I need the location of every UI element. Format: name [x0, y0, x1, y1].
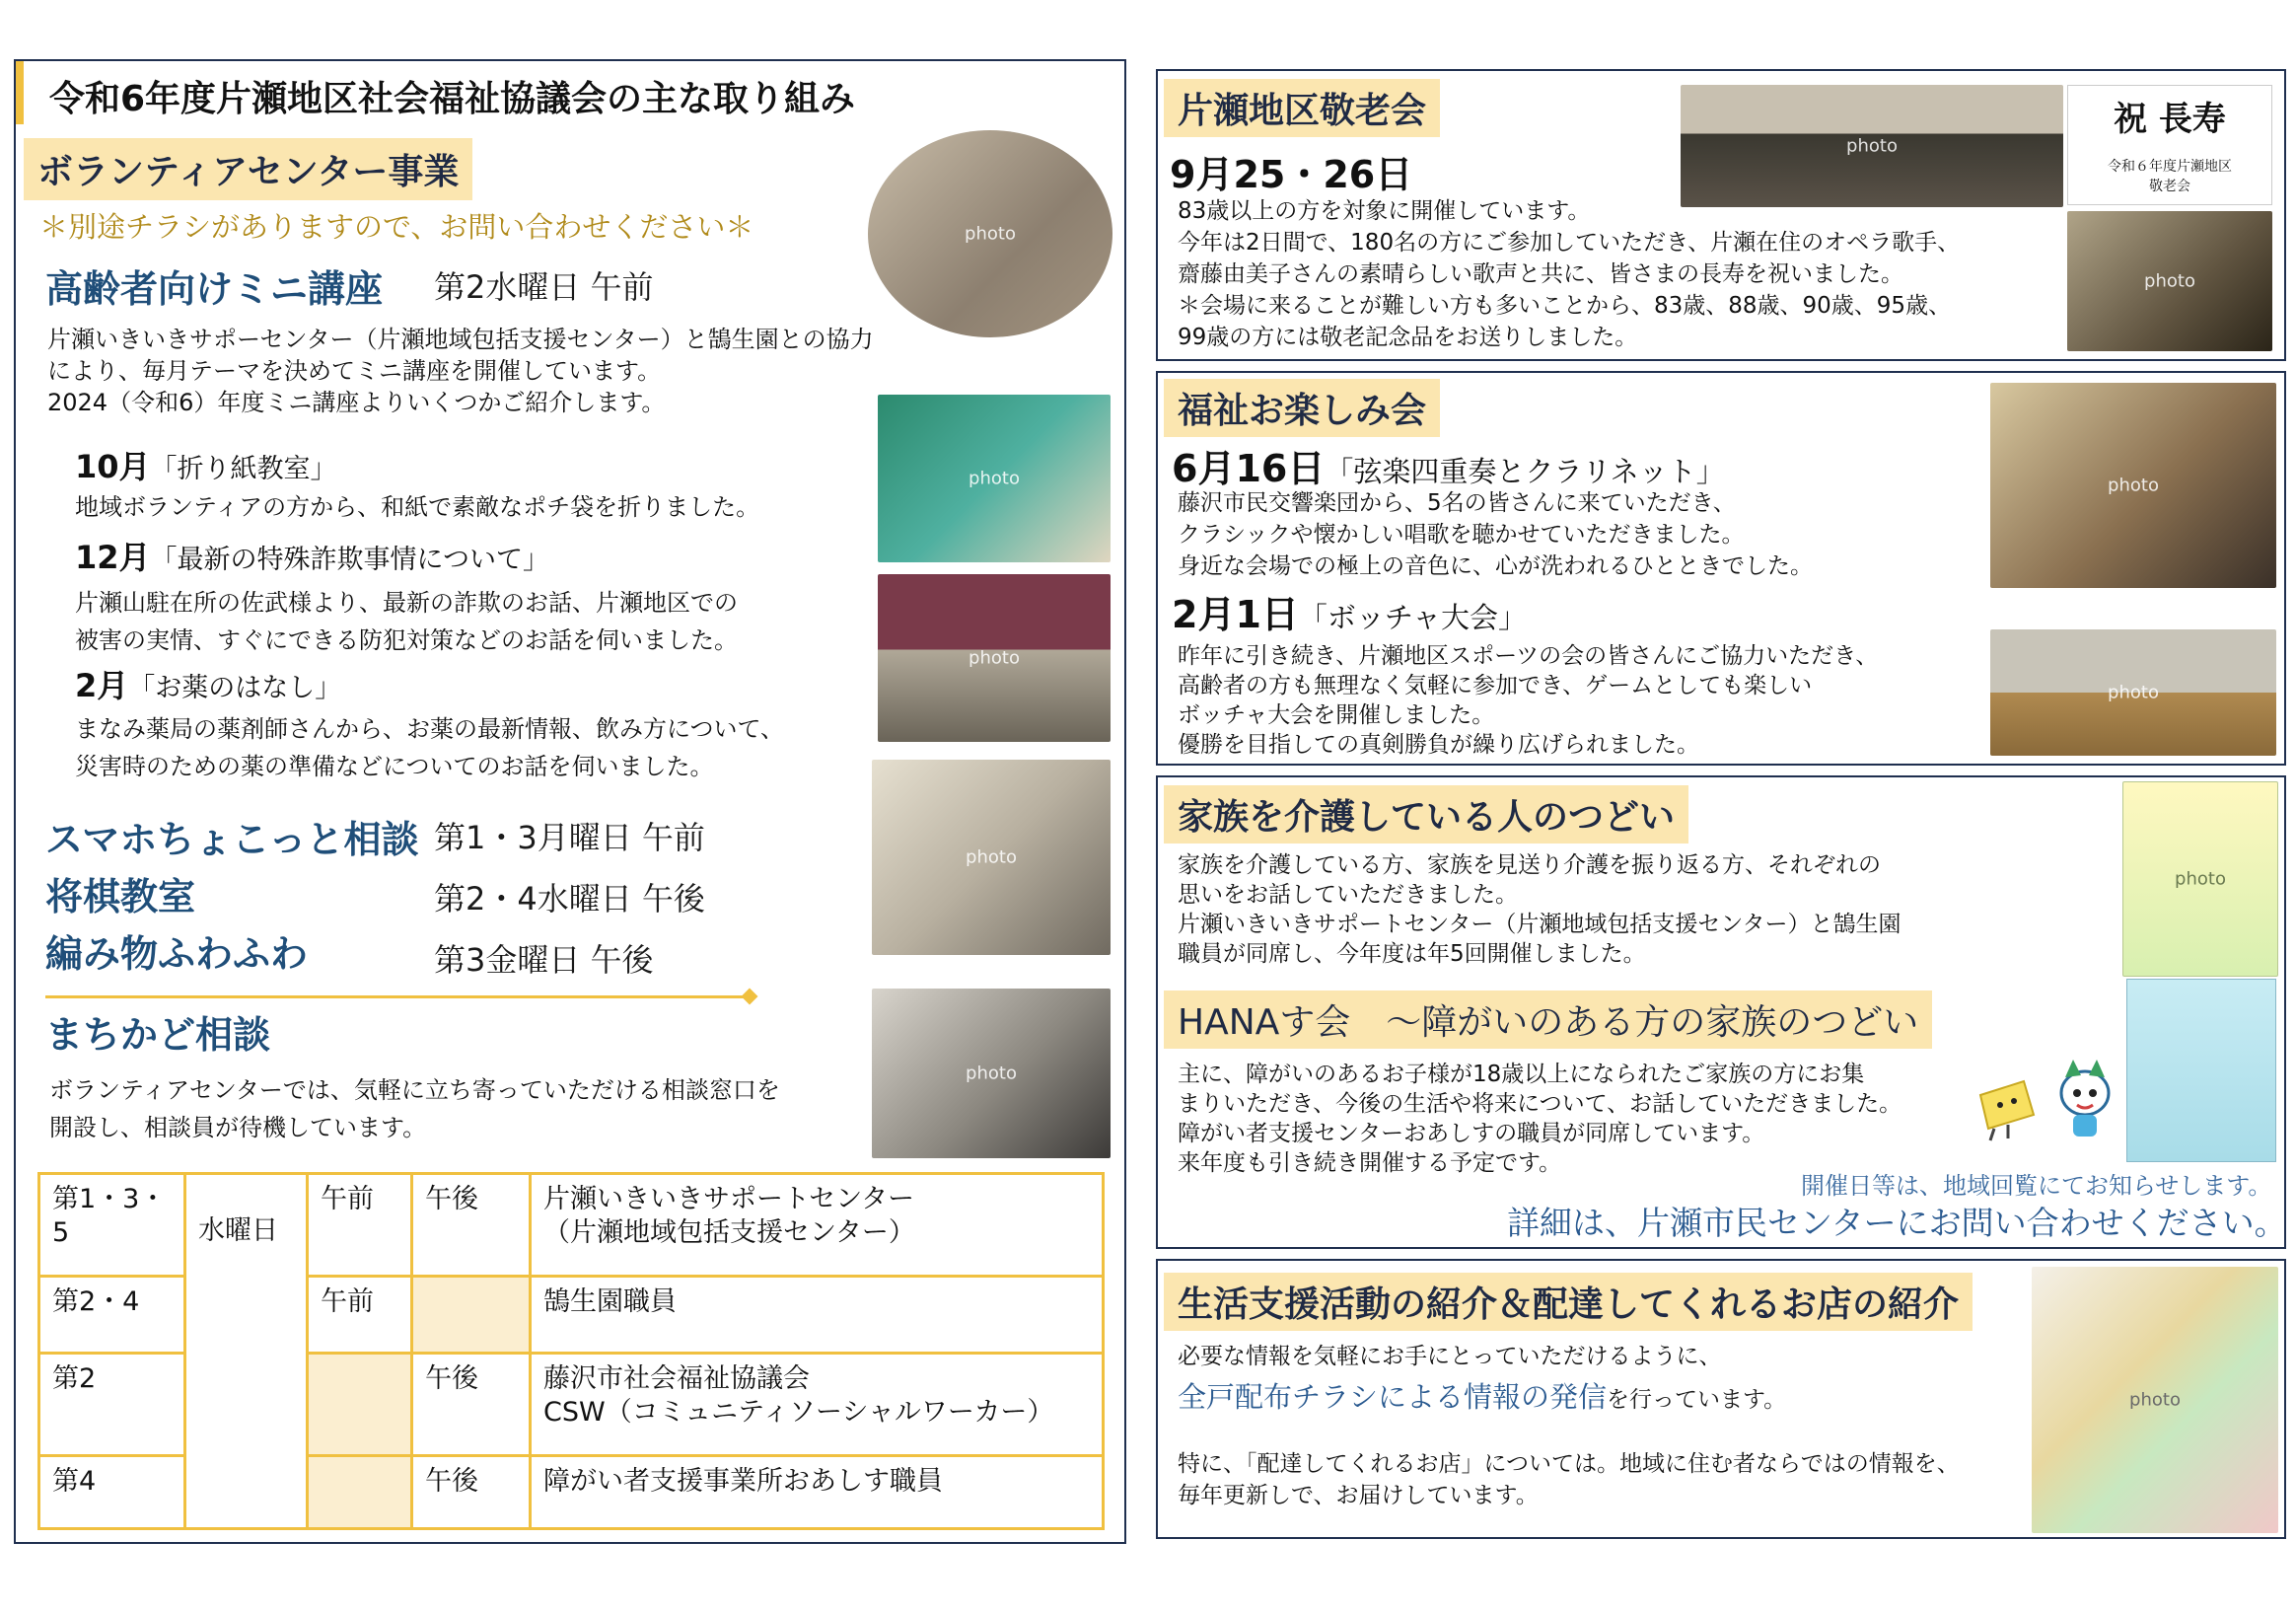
topic-title: 「折り紙教室」	[150, 454, 337, 484]
keirokai-singer-photo: photo	[2067, 211, 2272, 351]
pm-cell: 午後	[412, 1174, 531, 1277]
fukushi-event1-text: 藤沢市民交響楽団から、5名の皆さんに来ていただき、 クラシックや懐かしい唱歌を聴かせていただきました。 身近な会場での極上の音色に、心が洗われるひとときでした。	[1178, 490, 1813, 579]
am-cell: 午前	[308, 1174, 412, 1277]
topic-month: 10月	[75, 448, 151, 485]
keirokai-text: 83歳以上の方を対象に開催しています。 今年は2日間で、180名の方にご参加していただき、片瀬在住のオペラ歌手、 齋藤由美子さんの素晴らしい歌声と共に、皆さまの長寿を祝いました。 ＊会場に来ることが難しい方も多いことから、83歳、88歳、90歳、95歳、 99歳の方には敬老記念品をお送りしました。	[1178, 198, 1961, 350]
hana-flyer	[2126, 979, 2276, 1162]
week-cell: 第2	[39, 1354, 185, 1456]
machikado-title: まちかど相談	[45, 1013, 271, 1057]
title-accent	[16, 61, 24, 124]
smartphone-consult-photo: photo	[872, 760, 1111, 955]
kaigo-text: 家族を介護している方、家族を見送り介護を振り返る方、それぞれの 思いをお話していただきました。 片瀬いきいきサポートセンター（片瀬地域包括支援センター）と鵠生園 職員が同席し、今年度は年5回開催しました。	[1178, 852, 1901, 967]
org-cell: 障がい者支援事業所おあしす職員	[531, 1456, 1104, 1529]
org-cell: 鵠生園職員	[531, 1277, 1104, 1354]
am-cell	[308, 1354, 412, 1456]
week-cell: 第1・3・5	[39, 1174, 185, 1277]
activity-knitting-schedule: 第3金曜日 午後	[434, 941, 654, 979]
topic-title: 「最新の特殊詐欺事情について」	[150, 545, 550, 575]
topic-december-text: 片瀬山駐在所の佐武様より、最新の詐欺のお話、片瀬地区での 被害の実情、すぐにできる防犯対策などのお話を伺いました。	[75, 589, 738, 654]
weekday-cell: 水曜日	[185, 1174, 308, 1529]
topic-month: 12月	[75, 539, 151, 576]
mini-lecture-schedule: 第2水曜日 午前	[434, 268, 654, 306]
topic-month: 2月	[75, 667, 129, 704]
hana-notice-1: 開催日等は、地域回覧にてお知らせします。	[1801, 1172, 2272, 1200]
keirokai-hall-photo: photo	[1681, 85, 2063, 207]
keirokai-sign	[2067, 85, 2272, 205]
am-cell	[308, 1456, 412, 1529]
mini-lecture-intro: 片瀬いきいきサポーセンター（片瀬地域包括支援センター）と鵠生園との協力 により、毎月テーマを決めてミニ講座を開催しています。 2024（令和6）年度ミニ講座よりいくつかご紹介します。	[47, 326, 874, 416]
sign-sub: 敬老会	[2149, 179, 2190, 194]
origami-photo: photo	[878, 395, 1111, 562]
sign-sub: 令和６年度片瀬地区	[2108, 159, 2232, 175]
machikado-photo: photo	[872, 989, 1111, 1158]
mascot-icon	[2045, 1054, 2124, 1142]
cheese-character-icon	[1974, 1075, 2042, 1144]
schedule-table	[37, 1172, 1105, 1530]
pm-cell: 午後	[412, 1456, 531, 1529]
volunteer-group-photo: photo	[868, 130, 1112, 337]
topic-february	[75, 661, 341, 706]
topic-october	[75, 442, 337, 487]
fukushi-heading: 福祉お楽しみ会	[1164, 379, 1440, 437]
flyers-photo: photo	[2032, 1267, 2278, 1533]
event-date: 6月16日	[1172, 447, 1326, 490]
seikatsu-text-1: 必要な情報を気軽にお手にとっていただけるように、	[1178, 1344, 1722, 1369]
activity-smartphone-name: スマホちょこっと相談	[45, 818, 419, 861]
topic-december	[75, 533, 549, 578]
main-title: 令和6年度片瀬地区社会福祉協議会の主な取り組み	[49, 79, 856, 119]
event-date: 2月1日	[1172, 593, 1299, 636]
table-row	[39, 1174, 1104, 1277]
keirokai-heading: 片瀬地区敬老会	[1164, 79, 1440, 137]
pm-cell	[412, 1277, 531, 1354]
machikado-text: ボランティアセンターでは、気軽に立ち寄っていただける相談窓口を 開設し、相談員が待機しています。	[49, 1076, 780, 1141]
seikatsu-link: 全戸配布チラシによる情報の発信	[1178, 1380, 1608, 1414]
volunteer-heading: ボランティアセンター事業	[24, 138, 472, 200]
fukushi-event1	[1172, 438, 1725, 492]
concert-photo: photo	[1990, 383, 2276, 588]
event-title: 「弦楽四重奏とクラリネット」	[1325, 455, 1725, 488]
activity-knitting-name: 編み物ふわふわ	[45, 932, 309, 976]
kaigo-flyer: photo	[2122, 781, 2278, 977]
divider	[45, 995, 752, 998]
org-cell: 藤沢市社会福祉協議会 CSW（コミュニティソーシャルワーカー）	[531, 1354, 1104, 1456]
activity-shogi-name: 将棋教室	[45, 875, 196, 918]
fukushi-event2-text: 昨年に引き続き、片瀬地区スポーツの会の皆さんにご協力いただき、 高齢者の方も無理なく気軽に参加でき、ゲームとしても楽しい ボッチャ大会を開催しました。 優勝を目指しての真剣勝負が繰り広げられました。	[1178, 643, 1879, 758]
seikatsu-text-2: 全戸配布チラシによる情報の発信を行っています。	[1178, 1380, 1787, 1414]
lecture-hall-photo: photo	[878, 574, 1111, 742]
event-title: 「ボッチャ大会」	[1298, 601, 1528, 634]
am-cell: 午前	[308, 1277, 412, 1354]
week-cell: 第2・4	[39, 1277, 185, 1354]
pm-cell: 午後	[412, 1354, 531, 1456]
sign-main: 祝 長寿	[2114, 100, 2226, 139]
topic-october-text: 地域ボランティアの方から、和紙で素敵なポチ袋を折りました。	[75, 493, 760, 521]
kaigo-heading: 家族を介護している人のつどい	[1164, 785, 1688, 844]
hana-notice-2: 詳細は、片瀬市民センターにお問い合わせください。	[1507, 1204, 2287, 1242]
boccia-photo: photo	[1990, 629, 2276, 756]
week-cell: 第4	[39, 1456, 185, 1529]
volunteer-note: ＊別途チラシがありますので、お問い合わせください＊	[39, 210, 754, 244]
hana-text: 主に、障がいのあるお子様が18歳以上になられたご家族の方にお集 まりいただき、今後の生活や将来について、お話していただきました。 障がい者支援センターおあしすの職員が同席しています。 来年度も引き続き開催する予定です。	[1178, 1062, 1902, 1176]
fukushi-event2	[1172, 584, 1527, 638]
hana-heading: HANAす会 ～障がいのある方の家族のつどい	[1164, 990, 1932, 1049]
seikatsu-heading: 生活支援活動の紹介＆配達してくれるお店の紹介	[1164, 1273, 1973, 1331]
keirokai-date: 9月25・26日	[1170, 153, 1413, 196]
topic-title: 「お薬のはなし」	[128, 673, 342, 703]
activity-smartphone-schedule: 第1・3月曜日 午前	[434, 819, 705, 856]
mini-lecture-title: 高齢者向けミニ講座	[45, 267, 384, 311]
activity-shogi-schedule: 第2・4水曜日 午後	[434, 880, 705, 917]
topic-february-text: まなみ薬局の薬剤師さんから、お薬の最新情報、飲み方について、 災害時のための薬の準備などについてのお話を伺いました。	[75, 715, 785, 780]
org-cell: 片瀬いきいきサポートセンター （片瀬地域包括支援センター）	[531, 1174, 1104, 1277]
seikatsu-text-3: 特に、「配達してくれるお店」については。地域に住む者ならではの情報を、 毎年更新しで、お届けしています。	[1178, 1451, 1960, 1508]
